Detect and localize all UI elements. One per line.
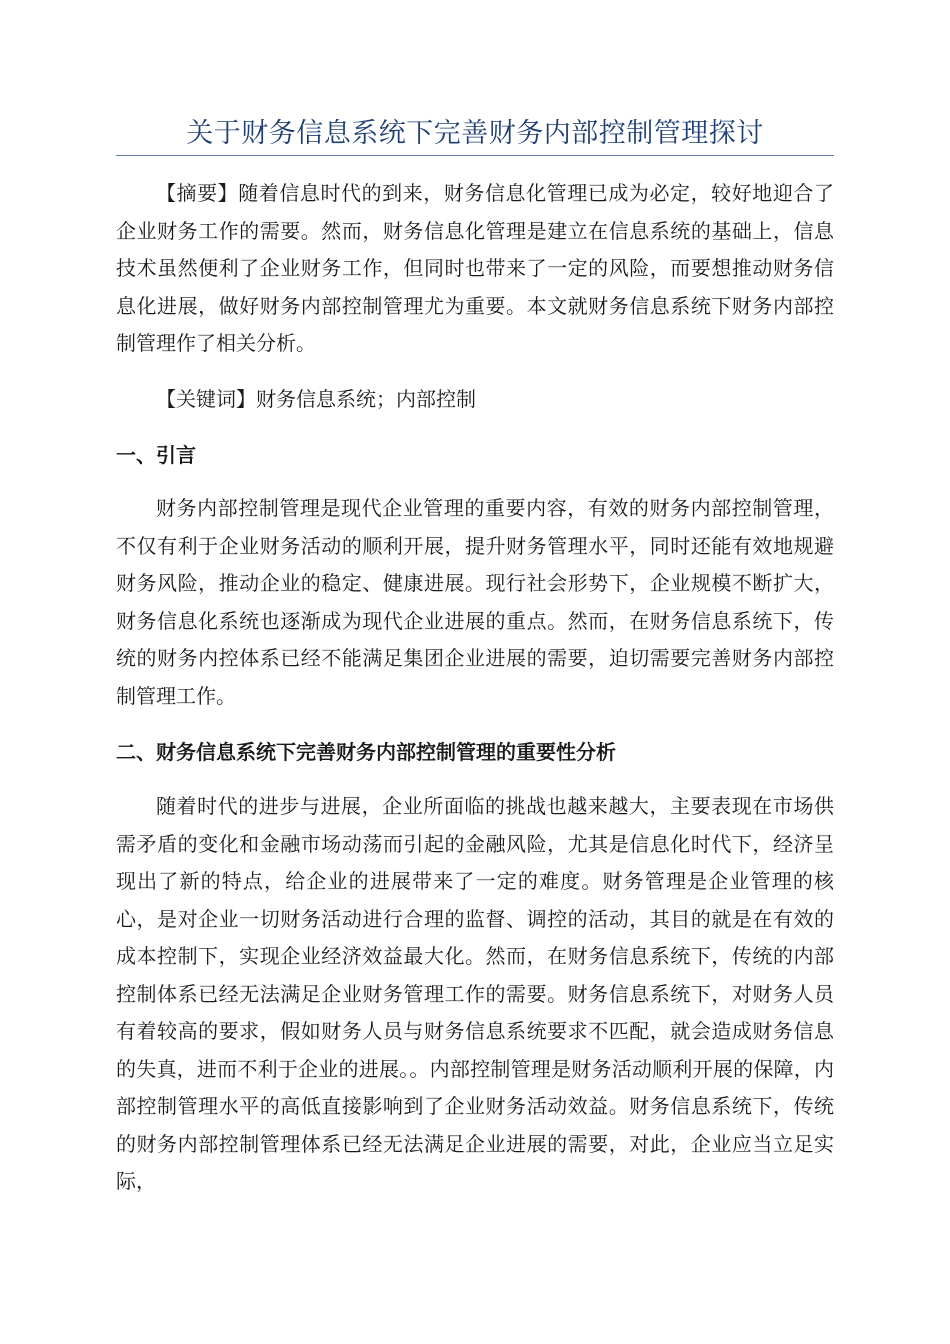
section-heading-importance: 二、财务信息系统下完善财务内部控制管理的重要性分析 (116, 740, 616, 764)
section-heading-introduction: 一、引言 (116, 443, 196, 467)
keywords-paragraph: 【关键词】财务信息系统；内部控制 (156, 387, 476, 411)
title-underline (116, 155, 834, 156)
document-title: 关于财务信息系统下完善财务内部控制管理探讨 (186, 118, 764, 149)
importance-paragraph: 随着时代的进步与进展，企业所面临的挑战也越来越大，主要表现在市场供需矛盾的变化和金融市场动荡而引起的金融风险，尤其是信息化时代下，经济呈现出了新的特点，给企业的进展带来了一定的难度。财务管理是企业管理的核心，是对企业一切财务活动进行合理的监督、调控的活动，其目的就是在有效的成本控制下，实现企业经济效益最大化。然而，在财务信息系统下，传统的内部控制体系已经无法满足企业财务管理工作的需要。财务信息系统下，对财务人员有着较高的要求，假如财务人员与财务信息系统要求不匹配，就会造成财务信息的失真，进而不利于企业的进展。。内部控制管理是财务活动顺利开展的保障，内部控制管理水平的高低直接影响到了企业财务活动效益。财务信息系统下，传统的财务内部控制管理体系已经无法满足企业进展的需要，对此，企业应当立足实际， (116, 794, 834, 1193)
abstract-paragraph: 【摘要】随着信息时代的到来，财务信息化管理已成为必定，较好地迎合了企业财务工作的需要。然而，财务信息化管理是建立在信息系统的基础上，信息技术虽然便利了企业财务工作，但同时也带来了一定的风险，而要想推动财务信息化进展，做好财务内部控制管理尤为重要。本文就财务信息系统下财务内部控制管理作了相关分析。 (116, 181, 834, 355)
introduction-paragraph: 财务内部控制管理是现代企业管理的重要内容，有效的财务内部控制管理，不仅有利于企业财务活动的顺利开展，提升财务管理水平，同时还能有效地规避财务风险，推动企业的稳定、健康进展。现行社会形势下，企业规模不断扩大，财务信息化系统也逐渐成为现代企业进展的重点。然而，在财务信息系统下，传统的财务内控体系已经不能满足集团企业进展的需要，迫切需要完善财务内部控制管理工作。 (116, 496, 834, 708)
